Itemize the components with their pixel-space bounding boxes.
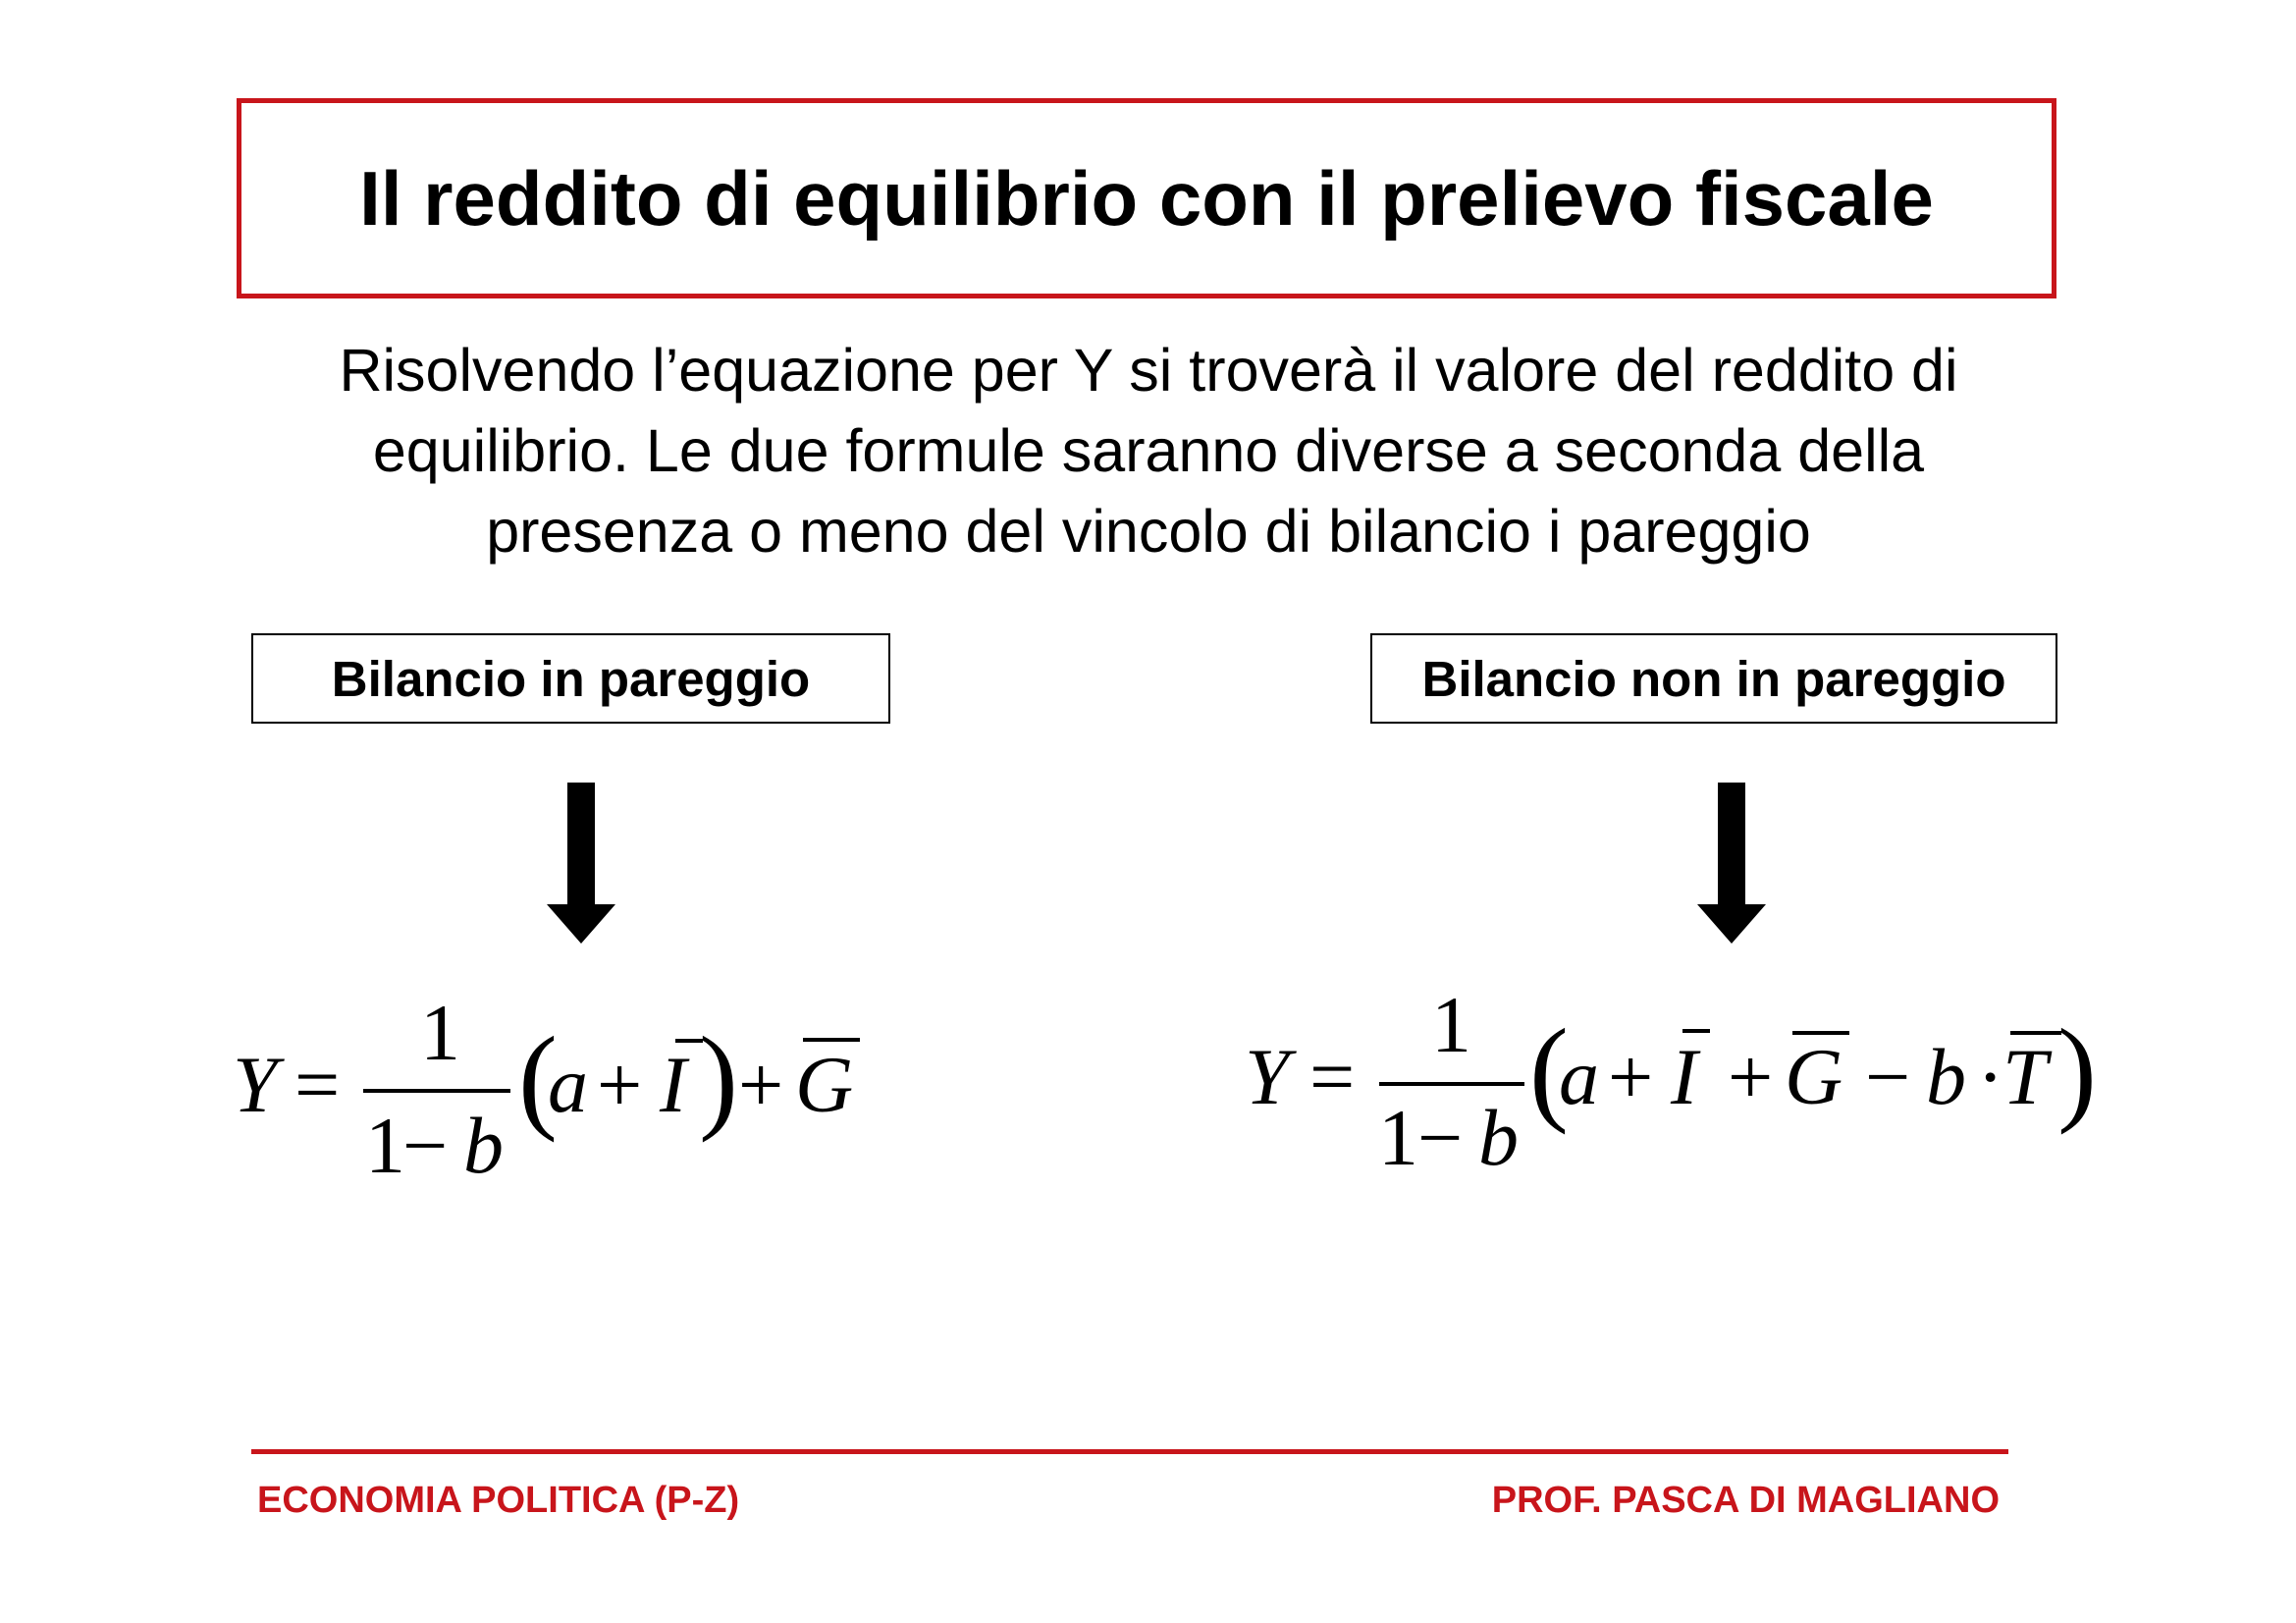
footer-divider [251,1449,2008,1454]
formula-right [1245,980,2097,1182]
svg-text:T: T [2002,1032,2048,1121]
svg-text:1: 1 [1378,1093,1418,1182]
svg-text:I: I [1671,1032,1698,1121]
formula-left [233,988,860,1190]
footer-course: ECONOMIA POLITICA (P-Z) [257,1480,740,1521]
footer-professor: PROF. PASCA DI MAGLIANO [1491,1480,2000,1521]
svg-text:1: 1 [1431,980,1471,1069]
svg-text:(: ( [518,1012,558,1143]
svg-text:+: + [738,1040,784,1129]
svg-text:b: b [1926,1032,1966,1121]
svg-text:Y: Y [233,1040,278,1129]
svg-text:a: a [548,1040,588,1129]
svg-text:−: − [1865,1032,1911,1121]
svg-text:(: ( [1529,1004,1569,1135]
svg-text:+: + [1608,1032,1654,1121]
svg-text:): ) [699,1012,738,1143]
svg-text:−: − [1417,1093,1464,1182]
slide-title: Il reddito di equilibrio con il prelievo fiscale [359,155,1934,242]
svg-text:): ) [2057,1004,2097,1135]
right-label: Bilancio non in pareggio [1421,650,2006,707]
svg-text:Y: Y [1245,1032,1290,1121]
svg-text:I: I [660,1040,687,1129]
svg-text:+: + [597,1040,643,1129]
intro-text: Risolvendo l’equazione per Y si troverà il valore del reddito di equilibrio. Le due formule saranno diverse a seconda della presenza o meno del vincolo di bilancio i pareggio [339,337,1958,565]
svg-text:G: G [1785,1032,1843,1121]
svg-text:a: a [1559,1032,1599,1121]
left-label: Bilancio in pareggio [331,650,811,707]
svg-text:=: = [1309,1032,1356,1121]
svg-text:G: G [795,1040,854,1129]
svg-text:·: · [1977,1032,2004,1121]
svg-text:=: = [294,1040,341,1129]
svg-text:−: − [402,1101,449,1190]
svg-text:+: + [1728,1032,1774,1121]
svg-text:1: 1 [420,988,460,1077]
svg-text:b: b [1478,1093,1519,1182]
svg-text:1: 1 [365,1101,405,1190]
svg-text:b: b [463,1101,504,1190]
